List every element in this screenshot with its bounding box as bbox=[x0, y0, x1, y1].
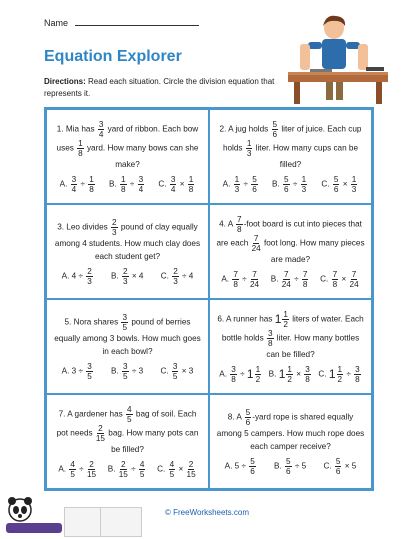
numerator: 4 bbox=[127, 404, 132, 414]
numerator: 3 bbox=[231, 364, 236, 374]
numerator: 2 bbox=[123, 266, 128, 276]
whole-number: 1 bbox=[328, 366, 336, 381]
fraction bbox=[120, 175, 127, 194]
boy-at-workbench-illustration bbox=[286, 14, 390, 106]
text-segment: × 3 bbox=[179, 366, 194, 376]
fraction bbox=[246, 139, 253, 158]
denominator: 3 bbox=[123, 276, 128, 286]
answer-option[interactable] bbox=[274, 457, 306, 476]
denominator: 24 bbox=[251, 243, 261, 253]
fraction bbox=[272, 120, 279, 139]
text-segment: × bbox=[339, 274, 349, 284]
problem-text bbox=[53, 120, 202, 171]
denominator: 5 bbox=[169, 469, 175, 479]
denominator: 8 bbox=[121, 184, 126, 194]
text-segment: liters of water. Each bottle holds bbox=[221, 314, 364, 343]
text-segment: 5. Nora shares bbox=[64, 317, 121, 327]
text-segment: × 5 bbox=[342, 461, 357, 471]
answer-option[interactable] bbox=[318, 365, 361, 384]
numerator: 5 bbox=[245, 407, 251, 417]
numerator: 7 bbox=[233, 269, 238, 279]
denominator: 5 bbox=[87, 371, 92, 381]
text-segment: liter of juice. Each cup holds bbox=[222, 124, 362, 153]
fraction bbox=[332, 270, 339, 289]
denominator: 3 bbox=[173, 276, 178, 286]
text-segment: ÷ 5 bbox=[292, 461, 307, 471]
denominator: 4 bbox=[98, 129, 104, 139]
numerator: 7 bbox=[302, 269, 308, 279]
fraction bbox=[88, 175, 95, 194]
denominator: 3 bbox=[351, 184, 357, 194]
text-segment: × 4 bbox=[129, 271, 144, 281]
answer-option[interactable] bbox=[160, 362, 193, 381]
numerator: 3 bbox=[123, 361, 128, 371]
answer-option[interactable] bbox=[58, 460, 97, 479]
fraction bbox=[351, 175, 358, 194]
fraction bbox=[285, 457, 292, 476]
numerator: 5 bbox=[286, 456, 291, 466]
numerator: 1 bbox=[188, 174, 194, 184]
name-label: Name bbox=[44, 18, 69, 28]
problem-text bbox=[216, 120, 365, 171]
denominator: 3 bbox=[234, 184, 240, 194]
fraction bbox=[249, 457, 256, 476]
answer-option[interactable] bbox=[161, 267, 194, 286]
problem-text bbox=[53, 313, 202, 358]
denominator: 15 bbox=[186, 469, 196, 479]
text-segment: B. bbox=[272, 179, 283, 189]
text-segment: B. bbox=[274, 461, 285, 471]
text-segment: C. bbox=[318, 369, 329, 379]
numerator: 5 bbox=[335, 456, 341, 466]
name-field bbox=[44, 17, 199, 28]
numerator: 2 bbox=[89, 459, 94, 469]
fraction bbox=[250, 270, 259, 289]
name-line[interactable] bbox=[75, 17, 199, 26]
text-segment: bag of soil. Each pot needs bbox=[56, 409, 197, 438]
fraction bbox=[77, 139, 84, 158]
problem-text bbox=[53, 218, 202, 263]
problem-cell bbox=[209, 394, 372, 489]
numerator: 1 bbox=[351, 174, 357, 184]
text-segment: liter. How many cups can be filled? bbox=[253, 143, 359, 169]
whole-number: 1 bbox=[246, 366, 254, 381]
text-segment: foot long. How many pieces are made? bbox=[261, 238, 365, 264]
denominator: 5 bbox=[127, 414, 132, 424]
fraction bbox=[245, 408, 252, 427]
fraction bbox=[188, 175, 195, 194]
text-segment: 6. A runner has bbox=[217, 314, 275, 324]
answer-options bbox=[53, 267, 202, 286]
denominator: 2 bbox=[255, 374, 261, 384]
denominator: 6 bbox=[250, 466, 255, 476]
denominator: 2 bbox=[283, 319, 288, 329]
numerator: 1 bbox=[337, 364, 343, 374]
numerator: 1 bbox=[234, 174, 240, 184]
text-segment: C. bbox=[158, 179, 169, 189]
text-segment: C. bbox=[323, 461, 334, 471]
numerator: 1 bbox=[246, 138, 252, 148]
text-segment: ÷ 4 bbox=[179, 271, 194, 281]
numerator: 2 bbox=[121, 459, 126, 469]
numerator: 1 bbox=[301, 174, 307, 184]
numerator: 4 bbox=[70, 459, 75, 469]
text-segment: B. bbox=[107, 464, 118, 474]
denominator: 8 bbox=[302, 279, 308, 289]
answer-option[interactable] bbox=[108, 460, 147, 479]
numerator: 7 bbox=[253, 233, 259, 243]
fraction bbox=[301, 175, 308, 194]
numerator: 7 bbox=[351, 269, 357, 279]
numerator: 5 bbox=[252, 174, 257, 184]
numerator: 5 bbox=[272, 119, 278, 129]
problem-text bbox=[216, 310, 365, 361]
problem-cell bbox=[209, 299, 372, 394]
numerator: 7 bbox=[284, 269, 289, 279]
answer-option[interactable] bbox=[221, 270, 260, 289]
fraction bbox=[169, 460, 176, 479]
numerator: 2 bbox=[188, 459, 194, 469]
text-segment: ÷ 3 bbox=[129, 366, 144, 376]
fraction bbox=[69, 460, 76, 479]
denominator: 24 bbox=[349, 279, 359, 289]
text-segment: bag. How many pots can be filled? bbox=[105, 428, 199, 454]
problem-cell bbox=[46, 394, 209, 489]
fraction bbox=[187, 460, 196, 479]
text-segment: ÷ bbox=[237, 369, 247, 379]
directions-text: Read each situation. Circle the division equation that represents it. bbox=[44, 77, 275, 98]
fraction bbox=[86, 362, 93, 381]
text-segment: × bbox=[176, 464, 186, 474]
sample-sheet-thumbnail bbox=[100, 507, 142, 537]
denominator: 8 bbox=[89, 184, 94, 194]
numerator: 1 bbox=[121, 174, 126, 184]
numerator: 3 bbox=[122, 312, 128, 322]
answer-option[interactable] bbox=[321, 175, 358, 194]
fraction bbox=[251, 175, 258, 194]
numerator: 4 bbox=[169, 459, 175, 469]
answer-options bbox=[216, 457, 365, 476]
fraction bbox=[119, 460, 128, 479]
denominator: 6 bbox=[333, 184, 339, 194]
problem-text bbox=[216, 408, 365, 453]
answer-options bbox=[216, 270, 365, 289]
answer-option[interactable] bbox=[60, 175, 96, 194]
numerator: 3 bbox=[138, 174, 144, 184]
text-segment: ÷ bbox=[291, 274, 301, 284]
text-segment: 8. A bbox=[227, 412, 244, 422]
text-segment: 7. A gardener has bbox=[58, 409, 126, 419]
numerator: 2 bbox=[173, 266, 178, 276]
denominator: 8 bbox=[305, 374, 310, 384]
denominator: 8 bbox=[332, 279, 338, 289]
numerator: 3 bbox=[71, 174, 77, 184]
denominator: 15 bbox=[118, 469, 128, 479]
numerator: 1 bbox=[89, 174, 94, 184]
text-segment: yard of ribbon. Each bow uses bbox=[56, 124, 199, 153]
denominator: 3 bbox=[246, 148, 252, 158]
fraction bbox=[71, 175, 78, 194]
text-segment: A. bbox=[221, 274, 232, 284]
denominator: 3 bbox=[87, 276, 92, 286]
denominator: 5 bbox=[122, 322, 128, 332]
text-segment: ÷ bbox=[290, 179, 300, 189]
numerator: 1 bbox=[287, 364, 292, 374]
text-segment: C. bbox=[321, 179, 332, 189]
text-segment: × bbox=[177, 179, 187, 189]
fraction bbox=[86, 267, 93, 286]
worksheet-title: Equation Explorer bbox=[44, 48, 182, 65]
panda-logo bbox=[4, 496, 64, 536]
text-segment: pound of berries equally among 3 bowls. How much goes in each bowl? bbox=[54, 317, 201, 356]
denominator: 6 bbox=[252, 184, 257, 194]
answer-option[interactable] bbox=[269, 365, 312, 384]
problem-cell bbox=[46, 299, 209, 394]
answer-option[interactable] bbox=[62, 362, 94, 381]
numerator: 5 bbox=[333, 174, 339, 184]
numerator: 2 bbox=[112, 217, 117, 227]
text-segment: A. 3 ÷ bbox=[61, 366, 86, 376]
answer-option[interactable] bbox=[62, 267, 94, 286]
fraction bbox=[170, 175, 177, 194]
denominator: 4 bbox=[138, 184, 144, 194]
copyright-link[interactable]: © FreeWorksheets.com bbox=[165, 508, 249, 517]
denominator: 2 bbox=[337, 374, 343, 384]
denominator: 5 bbox=[70, 469, 75, 479]
denominator: 4 bbox=[170, 184, 176, 194]
text-segment: × bbox=[293, 369, 304, 379]
text-segment: yard. How many bows can she make? bbox=[84, 143, 199, 169]
fraction bbox=[172, 362, 179, 381]
problem-text bbox=[53, 405, 202, 456]
denominator: 24 bbox=[249, 279, 260, 289]
numerator: 7 bbox=[237, 214, 242, 224]
fraction bbox=[255, 365, 262, 384]
answer-option[interactable] bbox=[157, 460, 196, 479]
fraction bbox=[283, 175, 290, 194]
text-segment: C. bbox=[160, 271, 172, 281]
numerator: 1 bbox=[255, 364, 261, 374]
numerator: 5 bbox=[284, 174, 289, 184]
fraction bbox=[111, 218, 118, 237]
text-segment: B. bbox=[109, 179, 120, 189]
denominator: 6 bbox=[245, 417, 251, 427]
text-segment: 1. Mia has bbox=[56, 124, 97, 134]
fraction bbox=[121, 313, 128, 332]
denominator: 3 bbox=[301, 184, 307, 194]
denominator: 6 bbox=[272, 129, 278, 139]
fraction bbox=[252, 234, 261, 253]
fraction bbox=[138, 175, 145, 194]
numerator: 3 bbox=[305, 364, 310, 374]
numerator: 7 bbox=[252, 269, 257, 279]
fraction bbox=[172, 267, 179, 286]
answer-options bbox=[216, 175, 365, 194]
text-segment: liter. How many bottles can be filled? bbox=[266, 333, 360, 359]
text-segment: B. bbox=[111, 366, 122, 376]
text-segment: B. bbox=[270, 274, 281, 284]
fraction bbox=[267, 329, 274, 348]
whole-number: 1 bbox=[278, 366, 286, 381]
denominator: 8 bbox=[78, 148, 83, 158]
denominator: 6 bbox=[284, 184, 289, 194]
text-segment: A. 5 ÷ bbox=[224, 461, 249, 471]
answer-option[interactable] bbox=[271, 270, 310, 289]
directions-label: Directions: bbox=[44, 77, 86, 86]
text-segment: 2. A jug holds bbox=[219, 124, 271, 134]
denominator: 6 bbox=[286, 466, 291, 476]
denominator: 5 bbox=[172, 371, 178, 381]
text-segment: A. 4 ÷ bbox=[61, 271, 86, 281]
directions bbox=[44, 76, 288, 100]
text-segment: A. bbox=[219, 369, 230, 379]
text-segment: A. bbox=[59, 179, 70, 189]
denominator: 8 bbox=[188, 184, 194, 194]
numerator: 3 bbox=[267, 328, 273, 338]
denominator: 8 bbox=[237, 224, 242, 234]
answer-options bbox=[53, 460, 202, 479]
numerator: 7 bbox=[332, 269, 338, 279]
fraction bbox=[333, 175, 340, 194]
problem-cell bbox=[46, 204, 209, 299]
text-segment: -yard rope is shared equally among 5 campers. How much rope does each camper receive? bbox=[216, 412, 365, 451]
denominator: 15 bbox=[95, 433, 105, 443]
text-segment: B. bbox=[268, 369, 279, 379]
numerator: 4 bbox=[139, 459, 145, 469]
denominator: 3 bbox=[112, 227, 117, 237]
fraction bbox=[350, 270, 359, 289]
problem-grid bbox=[44, 107, 374, 491]
denominator: 6 bbox=[335, 466, 341, 476]
text-segment: 3. Leo divides bbox=[57, 222, 111, 232]
text-segment: ÷ bbox=[127, 179, 137, 189]
text-segment: A. bbox=[58, 464, 69, 474]
fraction bbox=[286, 365, 293, 384]
numerator: 3 bbox=[355, 364, 360, 374]
answer-option[interactable] bbox=[320, 270, 359, 289]
numerator: 2 bbox=[87, 266, 92, 276]
answer-option[interactable] bbox=[223, 175, 259, 194]
denominator: 4 bbox=[71, 184, 77, 194]
text-segment: C. bbox=[157, 464, 168, 474]
denominator: 8 bbox=[267, 338, 273, 348]
text-segment: pound of clay equally among 4 students. How much clay does each student get? bbox=[54, 222, 201, 261]
numerator: 3 bbox=[87, 361, 92, 371]
problem-cell bbox=[209, 109, 372, 204]
text-segment: A. bbox=[222, 179, 233, 189]
numerator: 3 bbox=[98, 119, 104, 129]
answer-option[interactable] bbox=[158, 175, 195, 194]
fraction bbox=[98, 120, 105, 139]
text-segment: C. bbox=[320, 274, 331, 284]
denominator: 5 bbox=[123, 371, 128, 381]
text-segment: ÷ bbox=[344, 369, 354, 379]
problem-cell bbox=[209, 204, 372, 299]
fraction bbox=[236, 215, 243, 234]
fraction bbox=[234, 175, 241, 194]
fraction bbox=[282, 310, 289, 329]
fraction bbox=[122, 362, 129, 381]
fraction bbox=[126, 405, 133, 424]
numerator: 3 bbox=[172, 361, 178, 371]
text-segment: B. bbox=[111, 271, 122, 281]
numerator: 5 bbox=[250, 456, 255, 466]
numerator: 1 bbox=[283, 309, 288, 319]
text-segment: ÷ bbox=[78, 179, 88, 189]
answer-options bbox=[53, 175, 202, 194]
answer-option[interactable] bbox=[219, 365, 262, 384]
numerator: 1 bbox=[78, 138, 83, 148]
answer-option[interactable] bbox=[111, 267, 143, 286]
answer-options bbox=[53, 362, 202, 381]
whole-number: 1 bbox=[274, 311, 282, 326]
fraction bbox=[122, 267, 129, 286]
text-segment: ÷ bbox=[76, 464, 86, 474]
problem-text bbox=[216, 215, 365, 266]
text-segment: ÷ bbox=[239, 274, 249, 284]
denominator: 8 bbox=[355, 374, 360, 384]
fraction bbox=[304, 365, 311, 384]
text-segment: C. bbox=[160, 366, 171, 376]
answer-option[interactable] bbox=[225, 457, 257, 476]
answer-option[interactable] bbox=[272, 175, 308, 194]
fraction bbox=[354, 365, 361, 384]
numerator: 2 bbox=[98, 423, 103, 433]
fraction bbox=[282, 270, 291, 289]
answer-option[interactable] bbox=[111, 362, 143, 381]
text-segment: × bbox=[340, 179, 350, 189]
denominator: 8 bbox=[233, 279, 238, 289]
fraction bbox=[232, 270, 239, 289]
denominator: 2 bbox=[287, 374, 292, 384]
text-segment: -foot board is cut into pieces that are each bbox=[216, 219, 362, 248]
answer-option[interactable] bbox=[323, 457, 356, 476]
fraction bbox=[302, 270, 309, 289]
text-segment: ÷ bbox=[241, 179, 251, 189]
denominator: 24 bbox=[281, 279, 291, 289]
fraction bbox=[335, 457, 342, 476]
answer-option[interactable] bbox=[109, 175, 145, 194]
denominator: 15 bbox=[86, 469, 97, 479]
answer-options bbox=[216, 365, 365, 384]
numerator: 3 bbox=[170, 174, 176, 184]
fraction bbox=[96, 424, 105, 443]
fraction bbox=[139, 460, 146, 479]
denominator: 5 bbox=[139, 469, 145, 479]
text-segment: 4. A bbox=[219, 219, 236, 229]
fraction bbox=[230, 365, 237, 384]
text-segment: ÷ bbox=[128, 464, 138, 474]
denominator: 8 bbox=[231, 374, 236, 384]
fraction bbox=[337, 365, 344, 384]
problem-cell bbox=[46, 109, 209, 204]
fraction bbox=[87, 460, 96, 479]
